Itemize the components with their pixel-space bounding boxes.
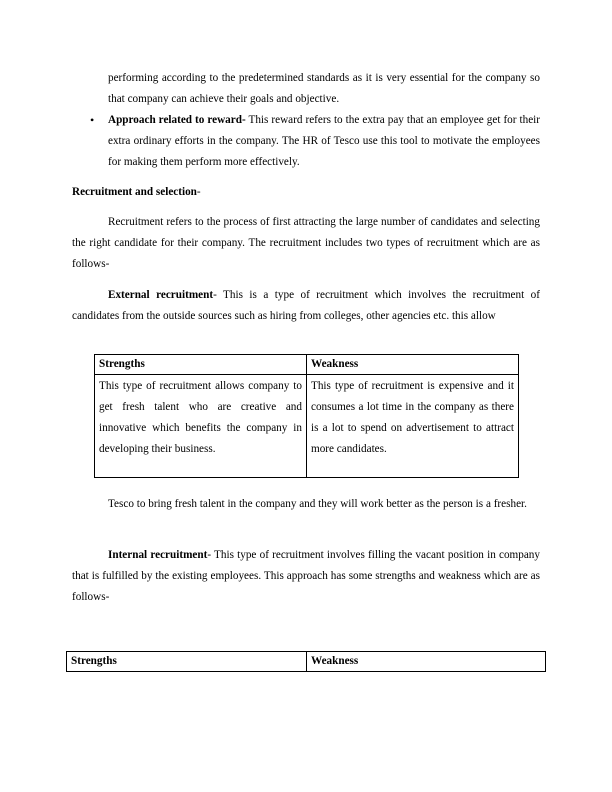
internal-text: - This type of recruitment involves filling the vacant position in company that is fulfilled by the existing employees. This approach has some strengths and weakness which are as follows- bbox=[72, 549, 540, 603]
table-header-weakness: Weakness bbox=[307, 652, 546, 672]
table-row bbox=[95, 355, 519, 375]
external-label: External recruitment bbox=[108, 289, 214, 301]
section-heading bbox=[72, 182, 540, 203]
paragraph-internal bbox=[72, 545, 540, 608]
table-header-weakness: Weakness bbox=[307, 355, 519, 375]
table-header-strengths: Strengths bbox=[67, 652, 307, 672]
bullet-reward bbox=[108, 110, 540, 173]
bullet-reward-label: Approach related to reward- bbox=[108, 114, 246, 126]
external-text: - This is a type of recruitment which involves the recruitment of candidates from the outside sources such as hiring from colleges, other agencies etc. this allow bbox=[72, 289, 540, 322]
external-table bbox=[94, 354, 519, 478]
section-heading-suffix: - bbox=[196, 186, 201, 198]
paragraph-performing: performing according to the predetermined standards as it is very essential for the company so that company can achieve their goals and objective. bbox=[108, 72, 540, 105]
paragraph-tesco: Tesco to bring fresh talent in the company and they will work better as the person is a fresher. bbox=[108, 498, 527, 510]
table-row bbox=[67, 652, 546, 672]
table-cell-strengths: This type of recruitment allows company to get fresh talent who are creative and innovative which benefits the company in developing their business. bbox=[95, 375, 307, 478]
section-heading-text: Recruitment and selection bbox=[72, 186, 197, 198]
paragraph-external bbox=[72, 285, 540, 327]
bullet-icon: • bbox=[90, 113, 95, 127]
paragraph-recruitment: Recruitment refers to the process of first attracting the large number of candidates and selecting the right candidate for their company. The recruitment includes two types of recruitment which are as follows- bbox=[72, 216, 540, 270]
bullet-reward-text: This reward refers to the extra pay that an employee get for their extra ordinary efforts in the company. The HR of Tesco use this tool to motivate the employees for making them perform more effectively. bbox=[108, 114, 540, 168]
table-header-strengths: Strengths bbox=[95, 355, 307, 375]
internal-table bbox=[66, 651, 546, 672]
table-cell-weakness: This type of recruitment is expensive and it consumes a lot time in the company as there is a lot to spend on advertisement to attract more candidates. bbox=[307, 375, 519, 478]
internal-label: Internal recruitment bbox=[108, 549, 208, 561]
table-row bbox=[95, 375, 519, 478]
